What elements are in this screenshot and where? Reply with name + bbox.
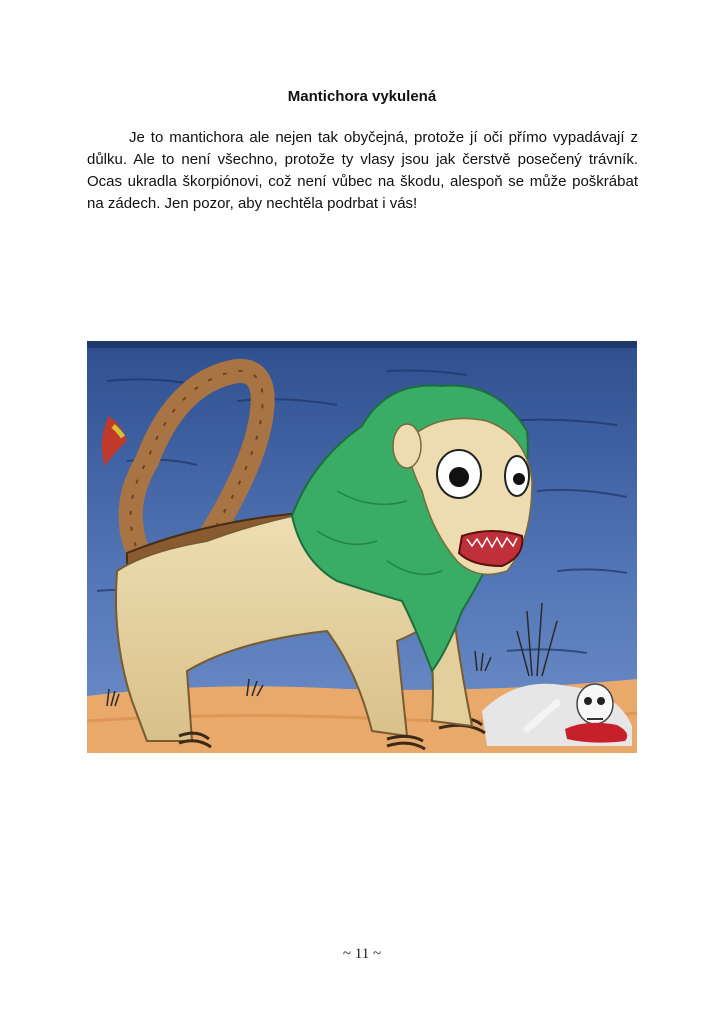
blood-splash: [565, 723, 627, 743]
page-number: ~ 11 ~: [342, 946, 382, 962]
manticore-illustration: [87, 341, 637, 753]
page-title: Mantichora vykulená: [287, 88, 437, 105]
ear: [393, 424, 421, 468]
top-border: [87, 341, 637, 348]
body-paragraph: Je to mantichora ale nejen tak obyčejná, protože jí oči přímo vypadávají z důlku. Ale to není všechno, protože ty vlasy jsou jak čerstvě posečený trávník. Ocas ukradla škorpiónovi, což není vůbec na škodu, alespoň se může poškrábat na zádech. Jen pozor, aby nechtěla podrbat i vás!: [87, 129, 638, 212]
open-mouth: [459, 531, 522, 566]
